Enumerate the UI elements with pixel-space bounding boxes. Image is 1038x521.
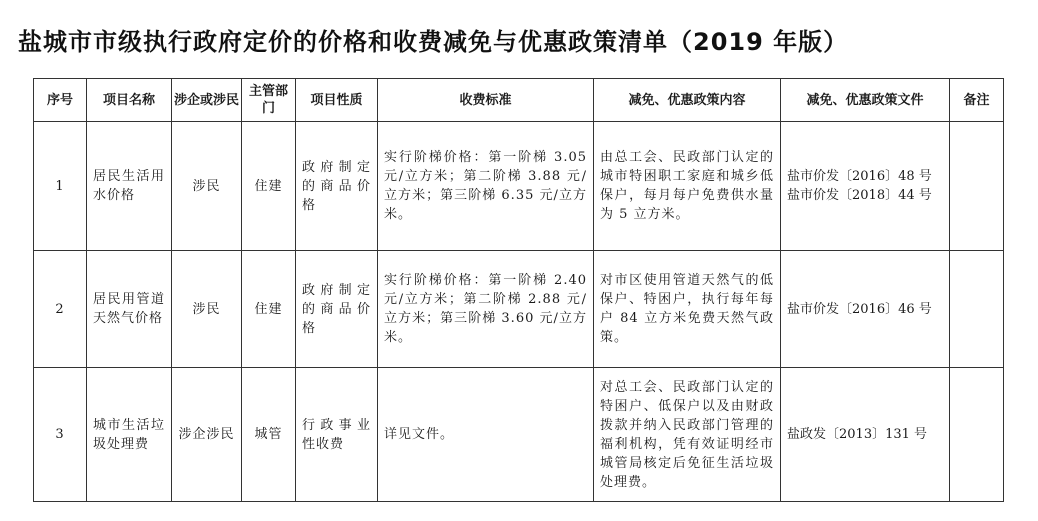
row-policy: 对市区使用管道天然气的低保户、特困户，执行每年每户 84 立方米免费天然气政策。 xyxy=(594,251,781,368)
header-no: 序号 xyxy=(34,79,87,122)
row-standard: 实行阶梯价格：第一阶梯 2.40 元/立方米；第二阶梯 2.88 元/立方米；第三阶梯 3.60 元/立方米。 xyxy=(378,251,594,368)
row-name: 城市生活垃圾处理费 xyxy=(87,368,172,502)
table-header-row xyxy=(34,79,1004,122)
header-policy: 减免、优惠政策内容 xyxy=(594,79,781,122)
row-policy: 由总工会、民政部门认定的城市特困职工家庭和城乡低保户，每月每户免费供水量为 5 立方米。 xyxy=(594,122,781,251)
table-row xyxy=(34,251,1004,368)
header-docs: 减免、优惠政策文件 xyxy=(781,79,950,122)
row-docs xyxy=(781,368,950,502)
table-row xyxy=(34,122,1004,251)
header-note: 备注 xyxy=(950,79,1004,122)
row-nature: 政府制定的商品价格 xyxy=(296,122,378,251)
header-scope: 涉企或涉民 xyxy=(172,79,242,122)
row-note xyxy=(950,368,1004,502)
row-dept: 城管 xyxy=(242,368,296,502)
row-note xyxy=(950,251,1004,368)
header-standard: 收费标准 xyxy=(378,79,594,122)
row-docs xyxy=(781,122,950,251)
row-name: 居民生活用水价格 xyxy=(87,122,172,251)
row-name: 居民用管道天然气价格 xyxy=(87,251,172,368)
row-policy: 对总工会、民政部门认定的特困户、低保户以及由财政拨款并纳入民政部门管理的福利机构，凭有效证明经市城管局核定后免征生活垃圾处理费。 xyxy=(594,368,781,502)
header-name: 项目名称 xyxy=(87,79,172,122)
row-scope: 涉企涉民 xyxy=(172,368,242,502)
header-dept: 主管部门 xyxy=(242,79,296,122)
row-scope: 涉民 xyxy=(172,122,242,251)
policy-document: 盐市价发〔2018〕44 号 xyxy=(787,188,932,203)
row-nature: 行政事业性收费 xyxy=(296,368,378,502)
row-standard: 实行阶梯价格：第一阶梯 3.05 元/立方米；第二阶梯 3.88 元/立方米；第三阶梯 6.35 元/立方米。 xyxy=(378,122,594,251)
row-no: 2 xyxy=(34,251,87,368)
document-title: 盐城市市级执行政府定价的价格和收费减免与优惠政策清单（2019 年版） xyxy=(18,28,849,56)
row-no: 3 xyxy=(34,368,87,502)
row-no: 1 xyxy=(34,122,87,251)
row-docs xyxy=(781,251,950,368)
header-nature: 项目性质 xyxy=(296,79,378,122)
row-dept: 住建 xyxy=(242,122,296,251)
policy-document: 盐市价发〔2016〕48 号 xyxy=(787,169,932,184)
policy-document: 盐政发〔2013〕131 号 xyxy=(787,427,928,442)
row-dept: 住建 xyxy=(242,251,296,368)
policy-document: 盐市价发〔2016〕46 号 xyxy=(787,301,932,317)
row-scope: 涉民 xyxy=(172,251,242,368)
row-nature: 政府制定的商品价格 xyxy=(296,251,378,368)
table-row xyxy=(34,368,1004,502)
policy-table xyxy=(33,78,1004,502)
row-standard: 详见文件。 xyxy=(378,368,594,502)
row-note xyxy=(950,122,1004,251)
